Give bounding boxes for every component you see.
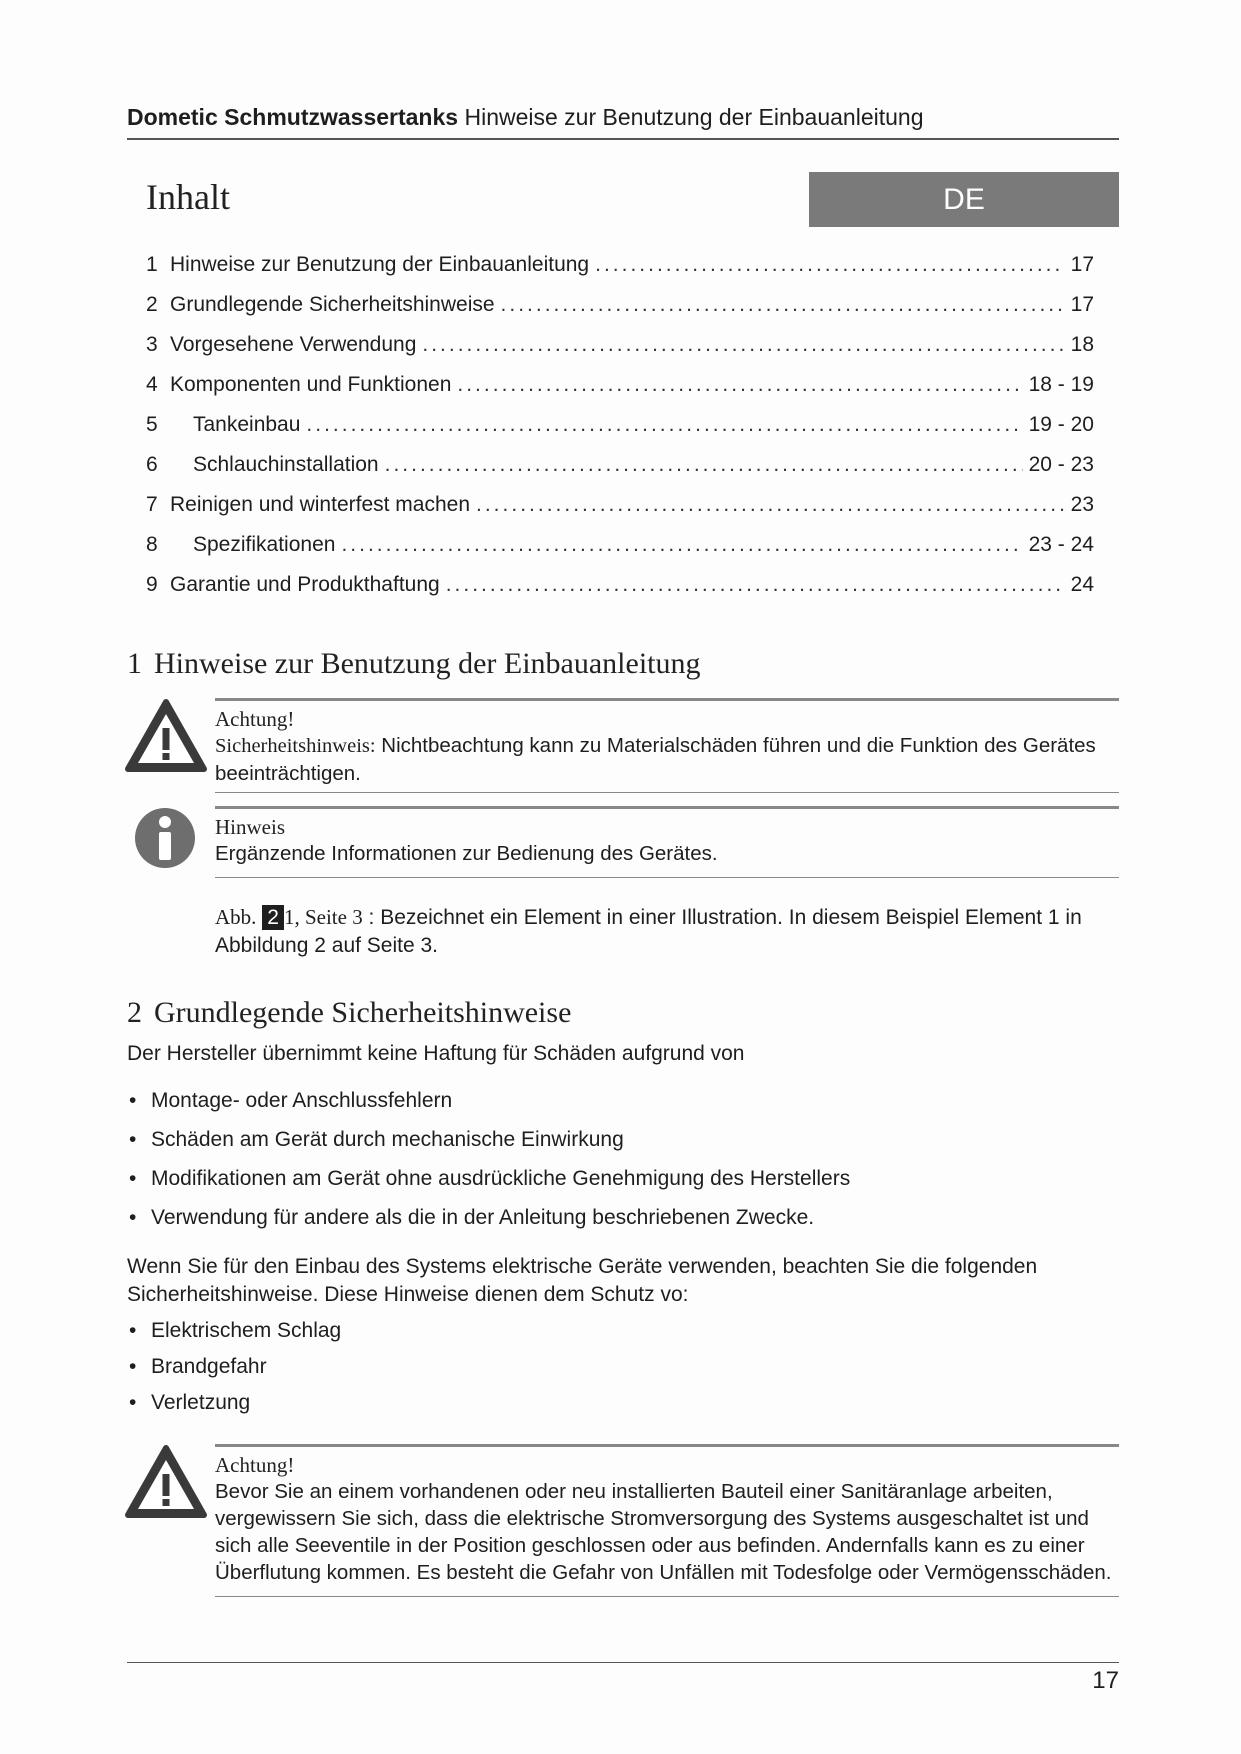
header-product: Dometic Schmutzwassertanks: [127, 104, 459, 130]
toc-entry-label: Hinweise zur Benutzung der Einbauanleitung: [170, 253, 590, 276]
notice-text: Bevor Sie an einem vorhandenen oder neu installierten Bauteil einer Sanitäranlage arbeiten, vergewissern Sie sich, dass die elektrische Stromversorgung des Systems ausgeschaltet ist und sich alle Seeventile in der Position geschlossen oder aus befinden. Andernfalls kann es zu einer Überflutung kommen. Es besteht die Gefahr von Unfällen mit Todesfolge oder Vermögensschäden.: [215, 1480, 1112, 1584]
toc-entry-page: 18 - 19: [1028, 373, 1094, 396]
toc-entry-number: 2: [146, 293, 158, 316]
toc-entry-number: 5: [146, 413, 158, 436]
warning-notice: [215, 698, 1119, 793]
toc-leader-dots: [341, 533, 1022, 557]
notice-kind: Achtung!: [215, 1453, 295, 1477]
toc-entry-number: 1: [146, 253, 158, 276]
list-item: • Brandgefahr: [127, 1349, 341, 1385]
toc-entry-page: 19 - 20: [1028, 413, 1094, 436]
warning-notice: [215, 1444, 1119, 1597]
info-notice: [215, 806, 1119, 878]
toc-entry[interactable]: [146, 413, 1094, 453]
figure-number-badge: 2: [262, 905, 284, 930]
list-item: • Schäden am Gerät durch mechanische Einwirkung: [127, 1120, 850, 1159]
notice-lead: Sicherheitshinweis:: [215, 735, 376, 757]
toc-entry[interactable]: [146, 533, 1094, 573]
toc-entry[interactable]: [146, 453, 1094, 493]
toc-entry-label: Tankeinbau: [193, 413, 301, 436]
toc-leader-dots: [306, 413, 1022, 437]
toc-entry-page: 18: [1070, 333, 1094, 356]
toc-entry-number: 7: [146, 493, 158, 516]
figure-reference-example: [215, 903, 1119, 960]
toc-leader-dots: [476, 493, 1065, 517]
language-tab: DE: [809, 172, 1119, 227]
toc-entry-page: 23: [1070, 493, 1094, 516]
section-number: 2: [127, 996, 142, 1029]
toc-entry-label: Reinigen und winterfest machen: [170, 493, 471, 516]
toc-entry-page: 20 - 23: [1028, 453, 1094, 476]
toc-entry-label: Spezifikationen: [193, 533, 336, 556]
toc-entry[interactable]: [146, 493, 1094, 533]
toc-entry-label: Grundlegende Sicherheitshinweise: [170, 293, 495, 316]
toc-entry-label: Schlauchinstallation: [193, 453, 379, 476]
footer-rule: [127, 1662, 1119, 1663]
toc-leader-dots: [446, 573, 1065, 597]
hazard-list: [127, 1313, 341, 1421]
toc-entry-number: 9: [146, 573, 158, 596]
section-1-heading: [127, 647, 701, 681]
toc-entry-label: Garantie und Produkthaftung: [170, 573, 440, 596]
notice-kind: Achtung!: [215, 707, 295, 731]
toc-entry[interactable]: [146, 573, 1094, 613]
toc-leader-dots: [422, 333, 1064, 357]
section-number: 1: [127, 647, 142, 680]
toc-entry[interactable]: [146, 253, 1094, 293]
header-section: Hinweise zur Benutzung der Einbauanleitung: [464, 104, 924, 130]
warning-triangle-icon: [124, 1444, 208, 1520]
page-number: 17: [1092, 1667, 1119, 1694]
notice-text: [215, 732, 1119, 787]
toc-entry-page: 23 - 24: [1028, 533, 1094, 556]
table-of-contents: [146, 253, 1094, 613]
toc-leader-dots: [385, 453, 1023, 477]
section-title: Grundlegende Sicherheitshinweise: [154, 996, 572, 1029]
section-2-heading: [127, 996, 571, 1030]
toc-entry-page: 24: [1070, 573, 1094, 596]
toc-entry-page: 17: [1070, 293, 1094, 316]
toc-title: Inhalt: [146, 177, 230, 217]
notice-body: Nichtbeachtung kann zu Materialschäden führen und die Funktion des Gerätes beeinträchtigen.: [215, 734, 1096, 785]
toc-entry-number: 6: [146, 453, 158, 476]
paragraph: Der Hersteller übernimmt keine Haftung für Schäden aufgrund von: [127, 1042, 745, 1065]
toc-leader-dots: [595, 253, 1065, 277]
toc-entry-page: 17: [1070, 253, 1094, 276]
info-icon: [133, 806, 197, 870]
toc-entry-number: 4: [146, 373, 158, 396]
toc-entry-number: 8: [146, 533, 158, 556]
toc-entry-label: Vorgesehene Verwendung: [170, 333, 417, 356]
notice-text: Ergänzende Informationen zur Bedienung des Gerätes.: [215, 842, 718, 865]
toc-leader-dots: [457, 373, 1022, 397]
figure-ref-location: 1, Seite 3: [283, 905, 363, 929]
notice-kind: Hinweis: [215, 815, 285, 839]
figure-ref-prefix: Abb.: [215, 905, 257, 929]
toc-entry[interactable]: [146, 373, 1094, 413]
liability-list: [127, 1081, 850, 1237]
toc-leader-dots: [501, 293, 1065, 317]
paragraph: Wenn Sie für den Einbau des Systems elektrische Geräte verwenden, beachten Sie die folgenden Sicherheitshinweise. Diese Hinweise dienen dem Schutz vo:: [127, 1255, 1038, 1306]
figure-ref-text: : Bezeichnet ein Element in einer Illustration. In diesem Beispiel Element 1 in Abbildung 2 auf Seite 3.: [215, 906, 1082, 957]
toc-entry-number: 3: [146, 333, 158, 356]
list-item: • Verwendung für andere als die in der Anleitung beschriebenen Zwecke.: [127, 1198, 850, 1237]
list-item: • Montage- oder Anschlussfehlern: [127, 1081, 850, 1120]
toc-entry-label: Komponenten und Funktionen: [170, 373, 452, 396]
running-header: [127, 104, 1119, 140]
list-item: • Verletzung: [127, 1385, 341, 1421]
list-item: • Elektrischem Schlag: [127, 1313, 341, 1349]
list-item: • Modifikationen am Gerät ohne ausdrückliche Genehmigung des Herstellers: [127, 1159, 850, 1198]
toc-entry[interactable]: [146, 333, 1094, 373]
toc-entry[interactable]: [146, 293, 1094, 333]
section-title: Hinweise zur Benutzung der Einbauanleitung: [154, 647, 701, 680]
warning-triangle-icon: [124, 698, 208, 774]
